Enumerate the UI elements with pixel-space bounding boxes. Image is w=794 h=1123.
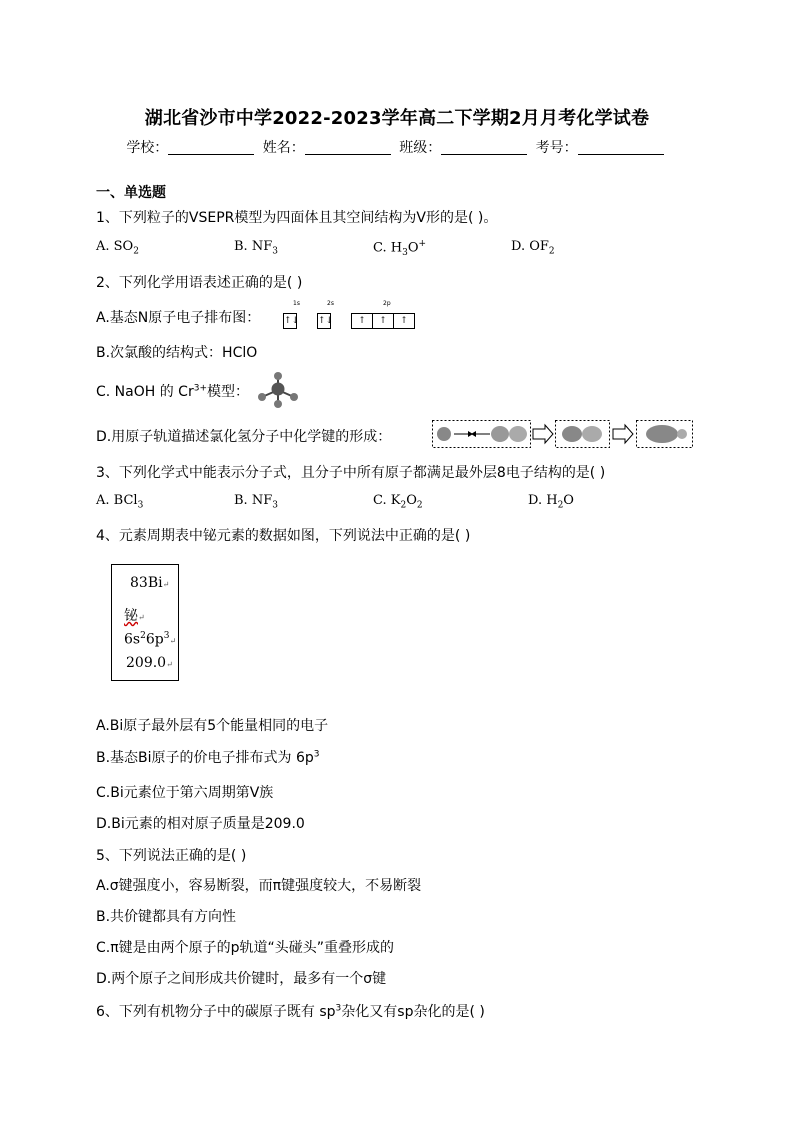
card-element-name: 铋↵ <box>124 608 145 624</box>
orbital-2p-boxes <box>352 310 415 329</box>
orbital-label-2p: 2p <box>383 300 391 307</box>
subscript: 3 <box>272 246 278 257</box>
orbital-2s-box <box>318 310 334 329</box>
option-text: O <box>407 240 419 256</box>
question-1-option-c <box>373 239 426 258</box>
orbital-diagram <box>284 300 424 330</box>
number-label: 考号： <box>535 140 578 156</box>
subscript: 3 <box>272 500 278 511</box>
superscript: 2 <box>140 631 146 641</box>
option-text: 模型： <box>207 384 249 400</box>
question-2-option-c <box>96 381 249 401</box>
arrow-up-icon: ↑ <box>351 313 373 329</box>
card-electron-config: $6s^26p^3↵$ <box>124 631 177 648</box>
question-6-stem <box>96 1001 485 1021</box>
card-text: 6p <box>145 631 164 648</box>
question-3-stem: 3、下列化学式中能表示分子式，且分子中所有原子都满足最外层8电子结构的是( ) <box>96 465 606 481</box>
element-card-bismuth <box>111 564 179 681</box>
option-text: O <box>406 493 417 508</box>
arrow-pair-icon: ↑↓ <box>283 313 297 329</box>
card-text: 6s <box>124 631 141 648</box>
card-text: 铋 <box>124 608 138 624</box>
option-text: O <box>563 493 574 508</box>
question-4-option-c: C.Bi元素位于第六周期第Ⅴ族 <box>96 785 274 801</box>
question-1-option-a <box>96 239 139 257</box>
subscript: 2 <box>133 246 139 257</box>
question-3-option-a <box>96 493 143 511</box>
card-atomic-symbol: 83Bi↵ <box>130 575 170 591</box>
option-text: B. NF <box>234 239 273 254</box>
question-2-option-b: B.次氯酸的结构式：HClO <box>96 345 258 361</box>
school-label: 学校： <box>126 140 169 156</box>
subscript: 2 <box>557 500 564 511</box>
name-blank[interactable] <box>305 140 391 155</box>
superscript: + <box>418 239 427 249</box>
superscript: 3+ <box>193 383 207 394</box>
school-blank[interactable] <box>168 140 254 155</box>
page-title: 湖北省沙市中学2022-2023学年高二下学期2月月考化学试卷 <box>144 108 650 129</box>
question-2-option-d: D.用原子轨道描述氯化氢分子中化学键的形成： <box>96 429 392 445</box>
section-heading: 一、单选题 <box>96 185 166 201</box>
option-text: C. K <box>373 493 401 508</box>
number-blank[interactable] <box>578 140 664 155</box>
question-5-option-b: B.共价键都具有方向性 <box>96 909 237 925</box>
question-5-option-c: C.π键是由两个原子的p轨道“头碰头”重叠形成的 <box>96 940 395 956</box>
card-atomic-mass: 209.0↵ <box>126 655 173 671</box>
question-3-option-b <box>234 493 278 511</box>
subscript: 2 <box>416 500 423 511</box>
class-label: 班级： <box>399 140 442 156</box>
option-text: B. NF <box>234 493 273 508</box>
arrow-up-icon: ↑ <box>372 313 394 329</box>
arrow-up-icon: ↑ <box>393 313 415 329</box>
stem-text: 杂化又有sp杂化的是( ) <box>341 1004 485 1020</box>
option-text: A. BCl <box>96 493 138 508</box>
option-text: D. OF <box>511 239 549 254</box>
question-4-option-b <box>96 747 320 767</box>
name-label: 姓名： <box>262 140 305 156</box>
option-text: A. SO <box>96 239 134 254</box>
class-blank[interactable] <box>441 140 527 155</box>
subscript: 3 <box>402 247 408 258</box>
arrow-pair-icon: ↑↓ <box>317 313 331 329</box>
question-4-stem: 4、元素周期表中铋元素的数据如图，下列说法中正确的是( ) <box>96 528 471 544</box>
card-text: 209.0 <box>126 655 167 671</box>
question-5-stem: 5、下列说法正确的是( ) <box>96 848 247 864</box>
question-3-option-d <box>528 493 574 511</box>
question-2-stem: 2、下列化学用语表述正确的是( ) <box>96 275 303 291</box>
molecule-model-icon <box>255 370 301 410</box>
question-2-option-a: A.基态N原子电子排布图： <box>96 310 261 326</box>
option-text: C. NaOH 的 Cr <box>96 384 194 400</box>
subscript: 2 <box>400 500 407 511</box>
subscript: 3 <box>137 500 144 511</box>
question-5-option-a: A.σ键强度小，容易断裂，而π键强度较大，不易断裂 <box>96 878 422 894</box>
question-1-stem: 1、下列粒子的VSEPR模型为四面体且其空间结构为V形的是( )。 <box>96 210 498 226</box>
orbital-label-2s: 2s <box>327 300 334 307</box>
question-1-option-d <box>511 239 555 257</box>
card-text: 83Bi <box>130 575 163 591</box>
question-4-option-d: D.Bi元素的相对原子质量是209.0 <box>96 816 305 832</box>
stem-text: 6、下列有机物分子中的碳原子既有 sp <box>96 1004 336 1020</box>
option-text: D. H <box>528 493 558 508</box>
student-info-line <box>0 137 794 157</box>
superscript: 3 <box>313 749 320 760</box>
orbital-overlap-diagram <box>432 420 694 448</box>
subscript: 2 <box>548 246 555 257</box>
question-5-option-d: D.两个原子之间形成共价键时，最多有一个σ键 <box>96 971 387 987</box>
question-1-option-b <box>234 239 278 257</box>
orbital-1s-box <box>284 310 300 329</box>
option-text: B.基态Bi原子的价电子排布式为 6p <box>96 750 314 766</box>
question-4-option-a: A.Bi原子最外层有5个能量相同的电子 <box>96 718 329 734</box>
question-3-option-c <box>373 493 423 511</box>
orbital-label-1s: 1s <box>293 300 300 307</box>
option-text: C. H <box>373 240 403 256</box>
superscript: 3 <box>163 631 170 641</box>
superscript: 3 <box>335 1003 342 1014</box>
